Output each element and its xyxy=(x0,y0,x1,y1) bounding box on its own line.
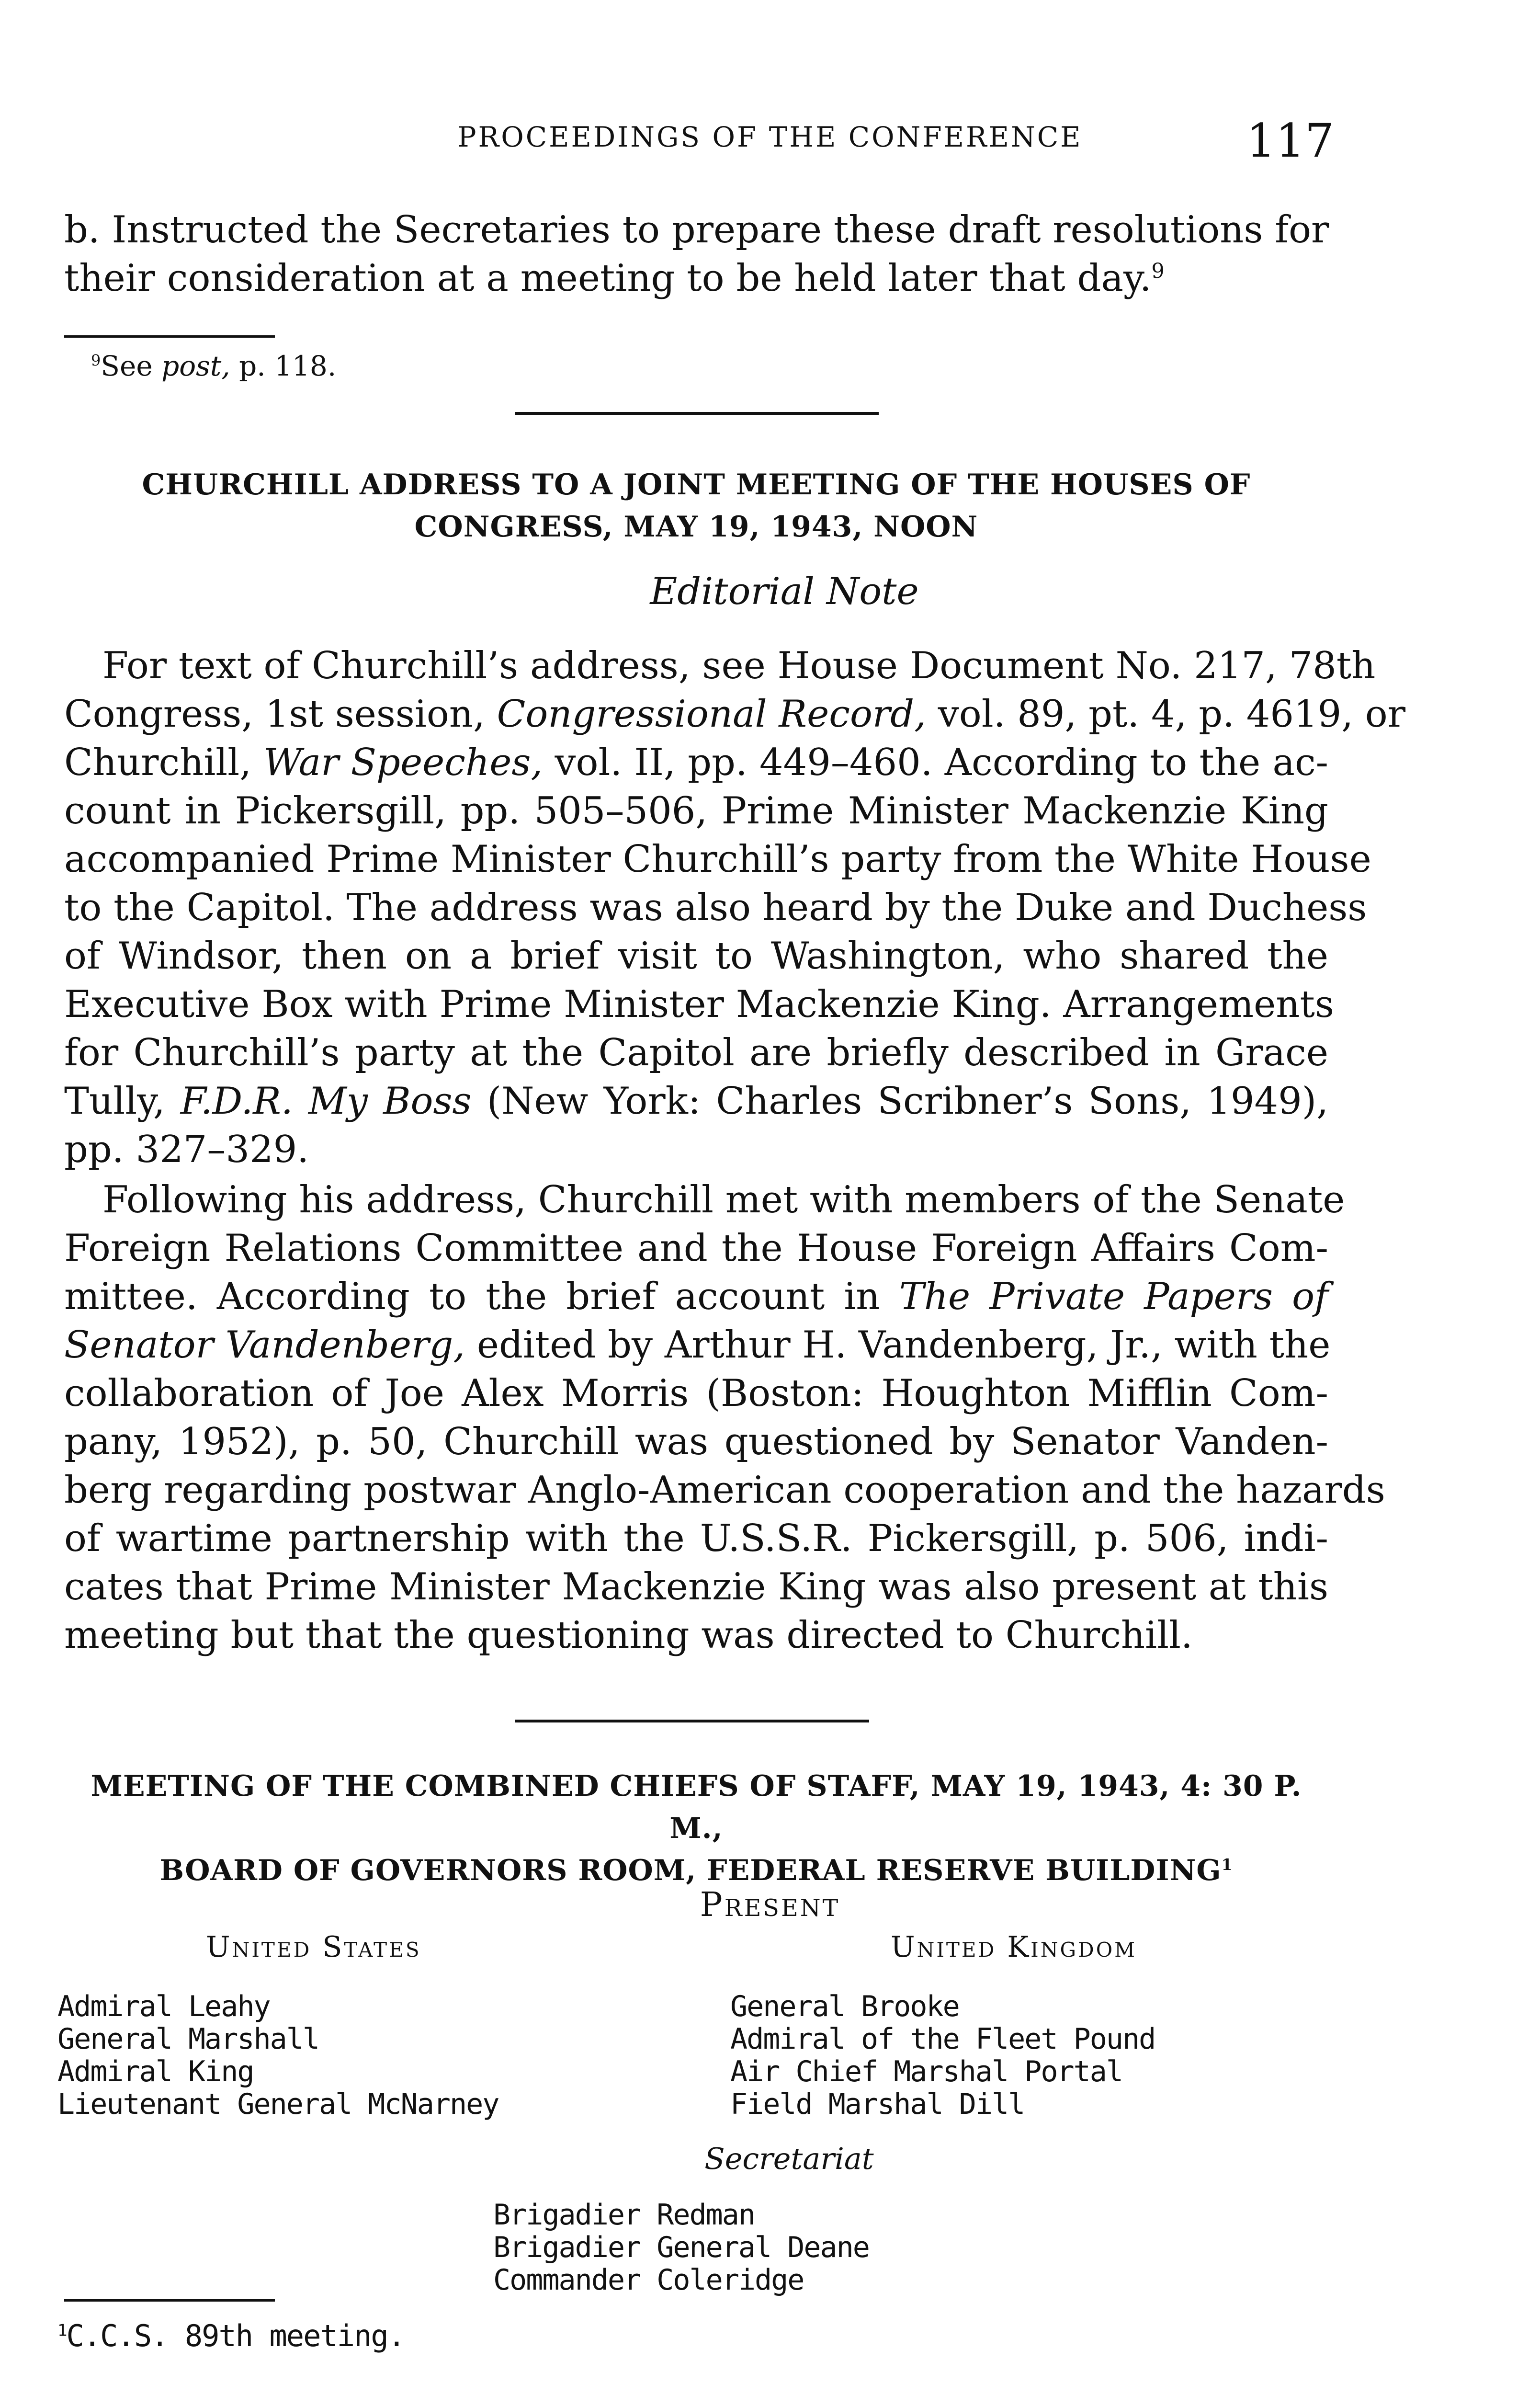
us-member: Admiral King xyxy=(57,2055,254,2088)
continuation-paragraph xyxy=(64,206,1328,303)
us-member: Admiral Leahy xyxy=(57,1990,270,2023)
paragraph-line: Executive Box with Prime Minister Mackenzie King. Arrangements xyxy=(64,983,1334,1026)
paragraph-line: pany, 1952), p. 50, Churchill was questioned by Senator Vanden- xyxy=(64,1420,1328,1463)
paragraph-line: collaboration of Joe Alex Morris (Boston: Houghton Mifflin Com- xyxy=(64,1372,1328,1415)
secretariat-member: Brigadier Redman xyxy=(493,2198,755,2232)
secretariat-members-list xyxy=(493,2199,869,2296)
united-kingdom-label: United Kingdom xyxy=(891,1930,1137,1964)
section-divider xyxy=(515,1720,869,1722)
secretariat-member: Commander Coleridge xyxy=(493,2263,804,2297)
paragraph-line: count in Pickersgill, pp. 505–506, Prime Minister Mackenzie King xyxy=(64,789,1328,833)
paragraph-line: of wartime partnership with the U.S.S.R. Pickersgill, p. 506, indi- xyxy=(64,1517,1328,1560)
uk-member: Field Marshal Dill xyxy=(730,2087,1025,2121)
churchill-paragraph-1 xyxy=(64,642,1406,1174)
paragraph-line: berg regarding postwar Anglo-American cooperation and the hazards xyxy=(64,1469,1385,1512)
united-states-label: United States xyxy=(206,1930,421,1964)
running-head: PROCEEDINGS OF THE CONFERENCE xyxy=(457,121,1083,153)
secretariat-member: Brigadier General Deane xyxy=(493,2231,869,2264)
footnote-ref[interactable]: 9 xyxy=(1151,259,1165,283)
uk-member: General Brooke xyxy=(730,1990,959,2023)
paragraph-line: meeting but that the questioning was directed to Churchill. xyxy=(64,1614,1193,1657)
uk-members-list xyxy=(730,1990,1155,2121)
ccs-heading: MEETING OF THE COMBINED CHIEFS OF STAFF, MAY 19, 1943, 4: 30 P. M., BOARD OF GOVERNORS ROOM, FEDERAL RESERVE BUILDING$^1$ xyxy=(91,1769,1302,1887)
paragraph-line: Tully, F.D.R. My Boss (New York: Charles Scribner’s Sons, 1949), xyxy=(64,1080,1328,1123)
continuation-line: b. Instructed the Secretaries to prepare these draft resolutions for xyxy=(64,208,1329,251)
paragraph-line: Foreign Relations Committee and the House Foreign Affairs Com- xyxy=(64,1227,1328,1270)
paragraph-line: Following his address, Churchill met with members of the Senate xyxy=(102,1178,1345,1221)
paragraph-line: to the Capitol. The address was also heard by the Duke and Duchess xyxy=(64,886,1367,929)
editorial-note-subheading: Editorial Note xyxy=(650,570,919,613)
paragraph-line: pp. 327–329. xyxy=(64,1128,309,1171)
us-members-list xyxy=(57,1990,498,2121)
footnote-1: $^1$C.C.S. 89th meeting. xyxy=(57,2318,405,2353)
paragraph-line: Congress, 1st session, Congressional Record, vol. 89, pt. 4, p. 4619, or xyxy=(64,693,1406,736)
footnote-9: $^9$See post, p. 118. xyxy=(91,350,337,382)
us-member: General Marshall xyxy=(57,2022,319,2056)
us-member: Lieutenant General McNarney xyxy=(57,2087,499,2121)
paragraph-line: for Churchill’s party at the Capitol are briefly described in Grace xyxy=(64,1031,1328,1074)
continuation-line: their consideration at a meeting to be held later that day.$^9$ xyxy=(64,257,1165,300)
footnote-marker: 9 xyxy=(91,351,101,370)
uk-member: Admiral of the Fleet Pound xyxy=(730,2022,1155,2056)
paragraph-line: of Windsor, then on a brief visit to Washington, who shared the xyxy=(64,935,1328,978)
page-number: 117 xyxy=(1246,114,1334,168)
paragraph-line: accompanied Prime Minister Churchill’s party from the White House xyxy=(64,838,1371,881)
footnote-marker: 1 xyxy=(57,2321,67,2340)
paragraph-line: Senator Vandenberg, edited by Arthur H. Vandenberg, Jr., with the xyxy=(64,1323,1331,1367)
footnote-ref[interactable]: 1 xyxy=(1221,1855,1233,1874)
footnote-divider xyxy=(64,335,275,338)
footnote-divider xyxy=(64,2299,275,2302)
churchill-heading: CHURCHILL ADDRESS TO A JOINT MEETING OF THE HOUSES OF CONGRESS, MAY 19, 1943, NOON xyxy=(142,468,1251,544)
paragraph-line: cates that Prime Minister Mackenzie King was also present at this xyxy=(64,1565,1328,1608)
paragraph-line: For text of Churchill’s address, see House Document No. 217, 78th xyxy=(102,644,1376,687)
section-divider xyxy=(515,412,879,415)
churchill-paragraph-2 xyxy=(64,1176,1385,1660)
paragraph-line: mittee. According to the brief account in The Private Papers of xyxy=(64,1275,1329,1318)
present-label: Present xyxy=(700,1885,840,1924)
uk-member: Air Chief Marshal Portal xyxy=(730,2055,1122,2088)
paragraph-line: Churchill, War Speeches, vol. II, pp. 449–460. According to the ac- xyxy=(64,741,1328,784)
secretariat-label: Secretariat xyxy=(704,2141,874,2176)
